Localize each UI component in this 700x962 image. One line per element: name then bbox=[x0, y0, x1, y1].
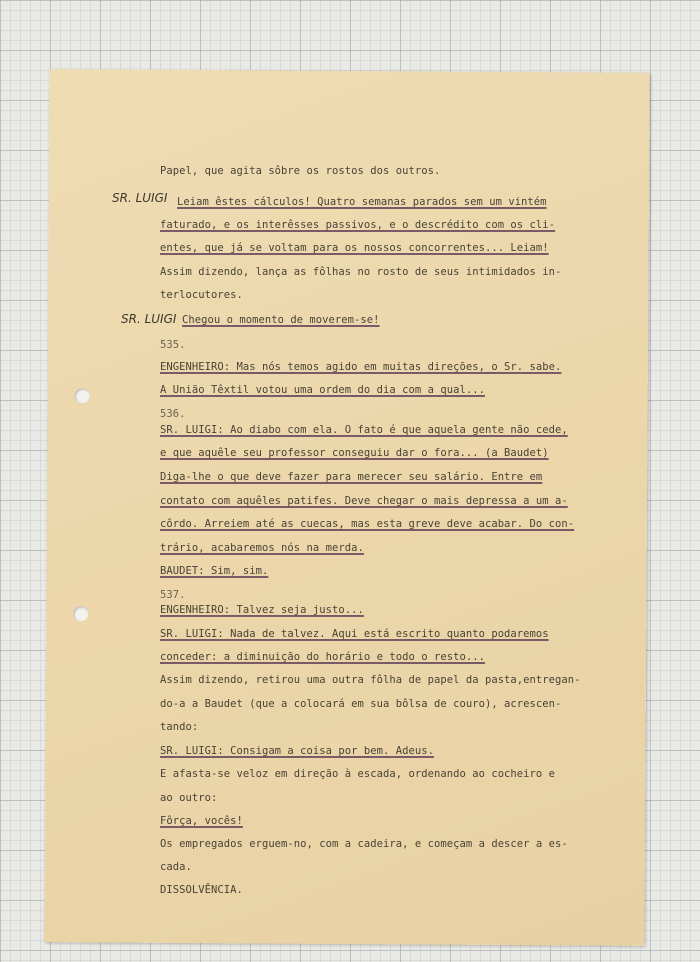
text-line: E afasta-se veloz em direção à escada, ordenando ao cocheiro e bbox=[160, 768, 556, 780]
text-line: contato com aquêles patifes. Deve chegar o mais depressa a um a- bbox=[160, 495, 568, 507]
scene-number: 537. bbox=[160, 589, 186, 601]
scene-number: 535. bbox=[160, 339, 186, 351]
text-line: SR. LUIGI: Ao diabo com ela. O fato é que aquela gente não cede, bbox=[160, 424, 568, 436]
punch-hole bbox=[75, 388, 90, 403]
text-line: tando: bbox=[160, 721, 199, 733]
text-line: Papel, que agita sôbre os rostos dos outros. bbox=[160, 165, 441, 177]
text-line: SR. LUIGI: Consigam a coisa por bem. Adeus. bbox=[160, 745, 434, 757]
text-line: Fôrça, vocês! bbox=[160, 815, 243, 827]
text-line: ENGENHEIRO: Mas nós temos agido em muitas direções, o Sr. sabe. bbox=[160, 361, 562, 373]
text-line: terlocutores. bbox=[160, 289, 243, 301]
text-line: ao outro: bbox=[160, 792, 218, 804]
text-line: Os empregados erguem-no, com a cadeira, e começam a descer a es- bbox=[160, 838, 568, 850]
handwritten-note: SR. LUIGI bbox=[121, 312, 177, 326]
text-line: BAUDET: Sim, sim. bbox=[160, 565, 269, 577]
text-line: cada. bbox=[160, 861, 192, 873]
text-line: trário, acabaremos nós na merda. bbox=[160, 542, 364, 554]
text-line: DISSOLVÊNCIA. bbox=[160, 884, 243, 896]
punch-hole bbox=[73, 606, 88, 621]
text-line: A União Têxtil votou uma ordem do dia com a qual... bbox=[160, 384, 485, 396]
scene-number: 536. bbox=[160, 408, 186, 420]
text-line: e que aquêle seu professor conseguiu dar o fora... (a Baudet) bbox=[160, 447, 549, 459]
text-line: faturado, e os interêsses passivos, e o descrédito com os cli- bbox=[160, 219, 556, 231]
text-line: Assim dizendo, lança as fôlhas no rosto de seus intimidados in- bbox=[160, 266, 562, 278]
text-line: côrdo. Arreiem até as cuecas, mas esta greve deve acabar. Do con- bbox=[160, 518, 575, 530]
text-line: Chegou o momento de moverem-se! bbox=[182, 314, 380, 326]
text-line: ENGENHEIRO: Talvez seja justo... bbox=[160, 604, 364, 616]
text-line: Assim dizendo, retirou uma outra fôlha de papel da pasta,entregan- bbox=[160, 674, 581, 686]
text-line: do-a a Baudet (que a colocará em sua bôlsa de couro), acrescen- bbox=[160, 698, 562, 710]
text-line: Leiam êstes cálculos! Quatro semanas parados sem um vintém bbox=[177, 196, 547, 208]
text-line: Diga-lhe o que deve fazer para merecer seu salário. Entre em bbox=[160, 471, 543, 483]
text-line: SR. LUIGI: Nada de talvez. Aqui está escrito quanto podaremos bbox=[160, 628, 549, 640]
handwritten-note: SR. LUIGI bbox=[112, 191, 168, 205]
text-line: conceder: a diminuição do horário e todo o resto... bbox=[160, 651, 485, 663]
text-line: entes, que já se voltam para os nossos concorrentes... Leiam! bbox=[160, 242, 549, 254]
